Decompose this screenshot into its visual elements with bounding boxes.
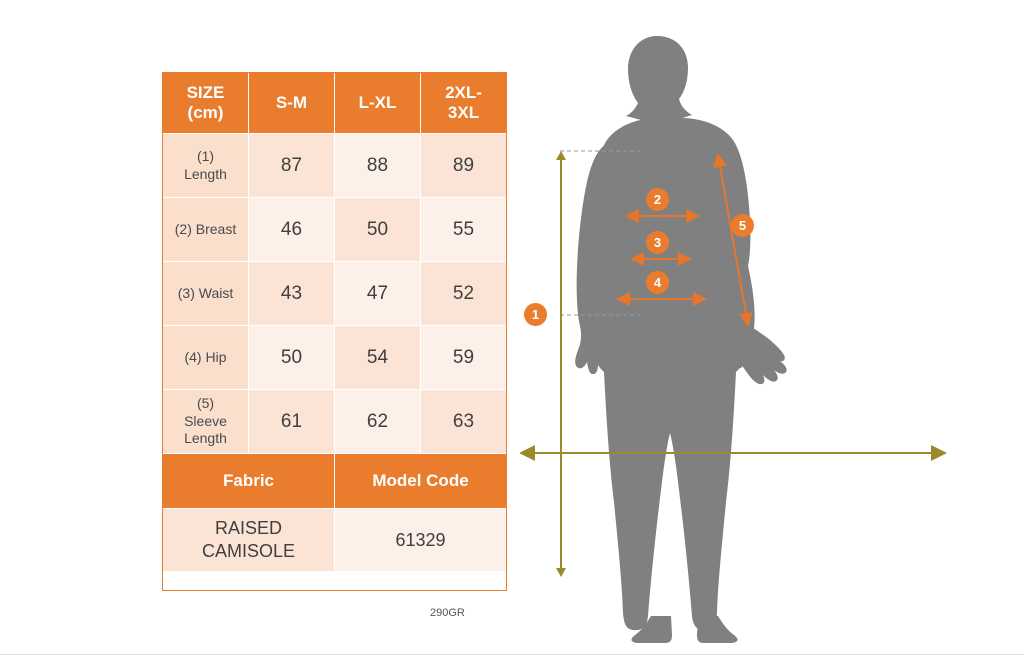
model-code-value: 61329 (335, 509, 507, 572)
row-label-sleeve-line2: Sleeve (184, 412, 227, 429)
column-header-2xl-3xl (421, 73, 507, 134)
cell-breast-2xl-3xl: 55 (421, 198, 507, 262)
cell-hip-l-xl: 54 (335, 326, 421, 390)
table-row (163, 326, 507, 390)
marker-badge-1: 1 (524, 303, 547, 326)
cell-waist-2xl-3xl: 52 (421, 262, 507, 326)
row-label-sleeve-length (163, 390, 249, 454)
column-header-2xl-3xl-line2: 3XL (447, 103, 480, 122)
marker-badge-5: 5 (731, 214, 754, 237)
cell-hip-s-m: 50 (249, 326, 335, 390)
row-label-length-line1: (1) (196, 148, 215, 164)
row-label-breast: (2) Breast (163, 198, 249, 262)
row-label-sleeve-line1: (5) (196, 395, 215, 412)
model-code-header: Model Code (335, 454, 507, 509)
cell-breast-s-m: 46 (249, 198, 335, 262)
body-silhouette-diagram (520, 20, 1010, 645)
cell-waist-l-xl: 47 (335, 262, 421, 326)
table-row (163, 390, 507, 454)
table-row (163, 134, 507, 198)
row-label-length (163, 134, 249, 198)
column-header-size (163, 73, 249, 134)
row-label-sleeve-line3: Length (184, 430, 227, 447)
table-row (163, 262, 507, 326)
fabric-header: Fabric (163, 454, 335, 509)
row-label-hip: (4) Hip (163, 326, 249, 390)
cell-sleeve-l-xl: 62 (335, 390, 421, 454)
table-footer-header-row (163, 454, 507, 509)
column-header-2xl-3xl-line1: 2XL- (445, 83, 482, 103)
column-header-size-line2: (cm) (187, 103, 224, 122)
fabric-value-line2: CAMISOLE (201, 541, 296, 561)
column-header-s-m: S-M (249, 73, 335, 134)
length-arrow-head-bottom (556, 568, 566, 577)
cell-length-s-m: 87 (249, 134, 335, 198)
column-header-size-line1: SIZE (186, 83, 225, 103)
length-arrow-head-top (556, 151, 566, 160)
cell-hip-2xl-3xl: 59 (421, 326, 507, 390)
footer-divider (0, 654, 1024, 655)
table-header-row (163, 73, 507, 134)
fabric-value-line1: RAISED (214, 517, 283, 538)
fabric-value (163, 509, 335, 572)
weight-note: 290GR (430, 607, 465, 619)
row-label-waist: (3) Waist (163, 262, 249, 326)
row-label-length-line2: Length (184, 165, 227, 182)
cell-length-2xl-3xl: 89 (421, 134, 507, 198)
female-silhouette-icon (575, 36, 786, 643)
body-figure-panel (520, 20, 1010, 645)
size-chart-table (162, 72, 507, 572)
cell-length-l-xl: 88 (335, 134, 421, 198)
table-row (163, 198, 507, 262)
marker-badge-3: 3 (646, 231, 669, 254)
marker-badge-2: 2 (646, 188, 669, 211)
column-header-l-xl: L-XL (335, 73, 421, 134)
cell-sleeve-2xl-3xl: 63 (421, 390, 507, 454)
marker-badge-4: 4 (646, 271, 669, 294)
cell-waist-s-m: 43 (249, 262, 335, 326)
table-footer-value-row (163, 509, 507, 572)
cell-sleeve-s-m: 61 (249, 390, 335, 454)
cell-breast-l-xl: 50 (335, 198, 421, 262)
